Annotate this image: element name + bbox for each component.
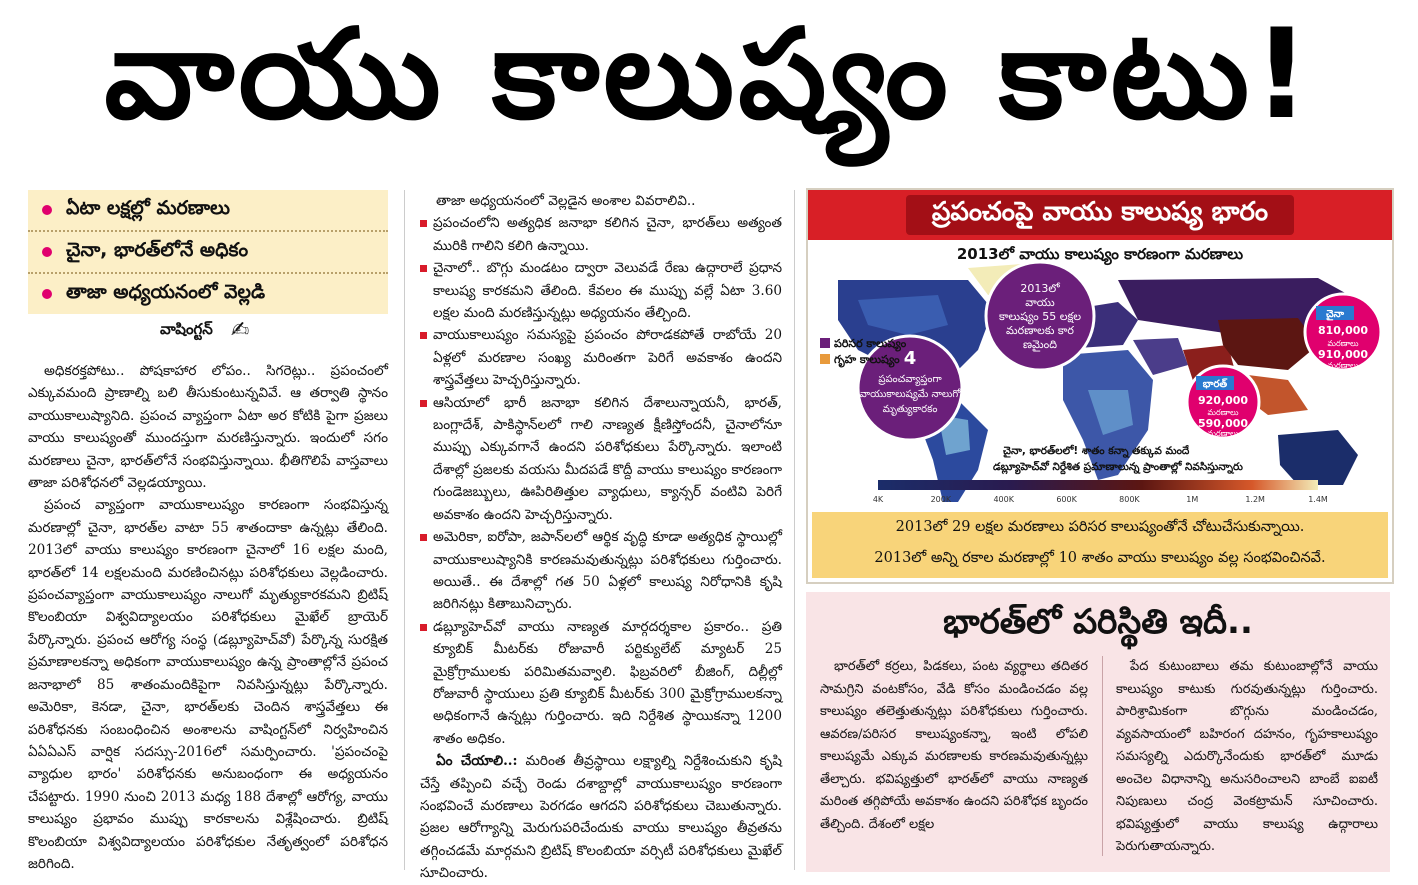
scale-label: 200K	[930, 495, 952, 504]
situation-title: భారత్‌లో పరిస్థితి ఇదీ..	[943, 602, 1253, 642]
highlights-box	[28, 190, 388, 314]
scale-label: 4K	[872, 495, 884, 504]
paragraph: పేద కుటుంబాలు తమ కుటుంబాల్లోనే వాయు కాలుష్యం కాటుకు గురవుతున్నట్లు గుర్తించారు. పారిశ్రామికంగా బొగ్గును మండించడం, వ్యవసాయంలో బహిరంగ దహనం, గృహకాలుష్యం సమస్యల్ని ఎదుర్కొనేందుకు భారత్‌లో మూడు అంచెల విధానాన్ని అనుసరించాలని బాంబే ఐఐటీ నిపుణులు చంద్ర వెంకట్రామన్ సూచించారు. భవిష్యత్తులో వాయు కాలుష్య ఉద్గారాలు పెరుగుతాయన్నారు.	[1116, 659, 1378, 854]
highlight-text: ఏటా లక్షల్లో మరణాలు	[66, 196, 230, 219]
paragraph: తాజా అధ్యయనంలో వెల్లడైన అంశాల వివరాలివి..	[436, 193, 696, 209]
deaths-label: మరణాలు	[1207, 429, 1239, 438]
bullet-point	[420, 212, 782, 257]
bullet-square-icon	[420, 220, 427, 227]
indoor-legend-icon	[820, 354, 830, 364]
column-rule	[794, 190, 795, 870]
bullet-point	[420, 392, 782, 526]
scale-label: 400K	[993, 495, 1014, 504]
paragraph: భారత్‌లో కర్రలు, పిడకలు, పంట వ్యర్థాలు తదితర సామగ్రిని వంటకోసం, వేడి కోసం మండించడం వల్ల కాలుష్యం తలెత్తుతున్నట్లు పరిశోధకులు గుర్తించారు. ఆవరణ/పరిసర కాలుష్యంకన్నా, ఇంటి లోపలి కాలుష్యమే ఎక్కువ మరణాలకు కారణమవుతున్నట్లు తేల్చారు. భవిష్యత్తులో భారత్‌లో వాయు నాణ్యత మరింత తగ్గిపోయే అవకాశం ఉందని పరిశోధక బృందం తేల్చింది. దేశంలో లక్షల	[820, 659, 1088, 832]
paragraph-text: మరింత తీవ్రస్థాయి లక్ష్యాల్ని నిర్దేశించుకుని కృషి చేస్తే తప్పించి వచ్చే రెండు దశాబ్దాల్లో వాయుకాలుష్యం కారణంగా సంభవించే మరణాలు పెరగడం ఆగదని పరిశోధకులు చెబుతున్నారు. ప్రజల ఆరోగ్యాన్ని మెరుగుపరిచేందుకు వాయు కాలుష్యం తీవ్రతను తగ్గించడమే మార్గమని బ్రిటిష్ కొలంబియా వర్సిటీ పరిశోధకులు మైఖేల్ సూచించారు.	[420, 753, 782, 882]
bullet-square-icon	[420, 265, 427, 272]
fact-line: 2013లో 29 లక్షల మరణాలు పరిసర కాలుష్యంతోనే చోటుచేసుకున్నాయి.	[895, 519, 1305, 535]
bullet-text: చైనాలో.. బొగ్గు మండటం ద్వారా వెలువడే రేణు ఉద్గారాలే ప్రధాన కాలుష్య కారకమని తేలింది. కేవలం ఈ ముప్పు వల్లే ఏటా 3.60 లక్షల మంది మరణిస్తున్నట్లు అధ్యయనం తేల్చింది.	[433, 260, 782, 322]
bubble-text: మరణాలకు కార	[1006, 324, 1074, 337]
deaths-label: మరణాలు	[1327, 339, 1359, 348]
china-shape	[1218, 318, 1318, 370]
bubble-text: ణమైంది	[1022, 338, 1058, 351]
dateline	[160, 318, 249, 343]
world-map	[818, 240, 1382, 512]
note-text: చైనా, భారత్‌లలో! శాతం కన్నా తక్కువ మందే	[1003, 445, 1190, 457]
bubble-text: వాయు	[1025, 296, 1055, 309]
highlight-item	[28, 232, 388, 274]
bubble-text: మృత్యుకారకం	[882, 404, 938, 415]
highlight-text: చైనా, భారత్‌లోనే అధికం	[66, 238, 249, 261]
bubble-text: 2013లో	[1020, 282, 1060, 295]
bullet-square-icon	[420, 624, 427, 631]
headline: వాయు కాలుష్యం కాటు!	[104, 3, 1314, 147]
pen-icon: ✍	[230, 318, 250, 343]
bubble-text: వాయుకాలుష్యమే నాలుగో	[859, 389, 961, 400]
bullet-dot-icon	[42, 247, 52, 257]
scale-label: 1M	[1186, 495, 1199, 504]
bullet-text: వాయుకాలుష్యం సమస్యపై ప్రపంచం పోరాడకపోతే రాబోయే 20 ఏళ్లలో మరణాల సంఖ్య మరింతగా పెరిగే అవకాశం ఉందని శాస్త్రవేత్తలు హెచ్చరిస్తున్నారు.	[433, 327, 782, 389]
subhead: ఏం చేయాలి..:	[436, 753, 518, 770]
bullet-text: డబ్ల్యూహెచ్‌వో వాయు నాణ్యత మార్గదర్శకాల ప్రకారం.. ప్రతి క్యూబిక్ మీటర్‌కు రోజువారీ పర్టిక్యులేట్ మ్యాటర్ 25 మైక్రోగ్రాములకు పరిమితమవ్వాలి. ఫిబ్రవరిలో బీజింగ్, దిల్లీల్లో రోజువారీ స్థాయులు ప్రతి క్యూబిక్ మీటర్‌కు 300 మైక్రోగ్రాములకన్నా అధికంగానే ఉన్నట్లు గుర్తించారు. ఇది నిర్దేశిత స్థాయికన్నా 1200 శాతం అధికం.	[433, 618, 782, 747]
deaths-label: మరణాలు	[1207, 408, 1239, 417]
highlight-item	[28, 274, 388, 314]
legend-indoor: గృహ కాలుష్యం	[834, 353, 900, 366]
bubble-text: ప్రపంచవ్యాప్తంగా	[878, 374, 942, 385]
bullet-text: ప్రపంచంలోని అత్యధిక జనాభా కలిగిన చైనా, భారత్‌లు అత్యంత మురికి గాలిని కలిగి ఉన్నాయి.	[433, 215, 782, 254]
bullet-square-icon	[420, 332, 427, 339]
article-column-1	[28, 360, 388, 870]
bullet-square-icon	[420, 400, 427, 407]
situation-column-1	[820, 656, 1088, 868]
scale-labels	[873, 495, 1328, 504]
paragraph: అధికరక్తపోటు.. పోషకాహార లోపం.. సిగరెట్లు.. ప్రపంచంలో ఎక్కువమంది ప్రాణాల్ని బలి తీసుకుంటున్నవివే. ఆ తర్వాతి స్థానం వాయుకాలుష్యానిది. ప్రపంచ వ్యాప్తంగా ఏటా అర కోటికి పైగా ప్రజలు వాయు కాలుష్యంతో ముందస్తుగా మరణిస్తున్నారు. ఇందులో సగం మరణాలు చైనా, భారత్‌లోనే సంభవిస్తున్నాయి. భీతిగొలిపే వాస్తవాలు తాజా పరిశోధనలో వెల్లడయ్యాయి.	[28, 363, 388, 492]
china-indoor-deaths: 910,000	[1317, 348, 1369, 361]
australia-shape	[1278, 430, 1358, 485]
bullet-point	[420, 324, 782, 391]
bullet-dot-icon	[42, 289, 52, 299]
scale-label: 1.4M	[1308, 495, 1328, 504]
bullet-point	[420, 616, 782, 750]
paragraph	[420, 750, 782, 884]
article-column-2	[420, 190, 782, 882]
situation-column-2	[1116, 656, 1378, 868]
bullet-square-icon	[420, 534, 427, 541]
column-rule	[404, 190, 405, 870]
china-label: చైనా	[1326, 309, 1344, 320]
infographic-subtitle: 2013లో వాయు కాలుష్యం కారణంగా మరణాలు	[956, 245, 1244, 263]
india-situation-box	[806, 592, 1390, 872]
india-label: భారత్	[1202, 379, 1228, 390]
bullet-point	[420, 526, 782, 616]
scale-label: 1.2M	[1245, 495, 1265, 504]
bubble-text: కాలుష్యం 55 లక్షల	[998, 310, 1082, 323]
india-indoor-deaths: 590,000	[1197, 417, 1249, 430]
bullet-text: ఆసియాలో భారీ జనాభా కలిగిన దేశాలున్నాయనీ, భారత్, బంగ్లాదేశ్, పాకిస్థాన్‌లలో గాలి నాణ్యత క్షీణిస్తోందనీ, చైనాలోనూ ముప్పు ఎక్కువగానే ఉందని పరిశోధకులు పేర్కొన్నారు. ఇలాంటి దేశాల్లో ప్రజలకు వయసు మీదపడే కొద్దీ వాయు కాలుష్యం కారణంగా గుండెజబ్బులు, ఊపిరితిత్తుల వ్యాధులు, క్యాన్సర్ వంటివి పెరిగే అవకాశం ఉందని హెచ్చరిస్తున్నారు.	[433, 394, 782, 523]
legend-outdoor: పరిసర కాలుష్యం	[834, 337, 907, 350]
bubble-number: 4	[903, 348, 917, 369]
scale-bar	[878, 480, 1318, 490]
bullet-point	[420, 257, 782, 324]
scale-label: 800K	[1119, 495, 1140, 504]
column-divider	[1102, 656, 1103, 856]
infographic-facts	[812, 512, 1388, 578]
outdoor-legend-icon	[820, 338, 830, 348]
india-outdoor-deaths: 920,000	[1197, 394, 1249, 407]
deaths-label: మరణాలు	[1327, 361, 1359, 370]
bullet-text: అమెరికా, ఐరోపా, జపాన్‌లలో ఆర్థిక వృద్ధి కూడా అత్యధిక స్థాయిల్లో వాయుకాలుష్యానికి కారణమవుతున్నట్లు పరిశోధకులు గుర్తించారు. అయితే.. ఈ దేశాల్లో గత 50 ఏళ్లలో కాలుష్య నిరోధానికి కృషి జరిగినట్లు కితాబునిచ్చారు.	[433, 529, 782, 613]
paragraph: ప్రపంచ వ్యాప్తంగా వాయుకాలుష్యం కారణంగా సంభవిస్తున్న మరణాల్లో చైనా, భారత్‌ల వాటా 55 శాతందాకా ఉన్నట్లు తేలింది. 2013లో వాయు కాలుష్యం కారణంగా చైనాలో 16 లక్షల మంది, భారత్‌లో 14 లక్షలమంది మరణించినట్లు పరిశోధకులు వెల్లడించారు. ప్రపంచవ్యాప్తంగా వాయుకాలుష్యం నాలుగో మృత్యుకారకమని బ్రిటిష్ కొలంబియా విశ్వవిద్యాలయం పరిశోధకులు మైఖేల్ బ్రాయెర్ పేర్కొన్నారు. ప్రపంచ ఆరోగ్య సంస్థ (డబ్ల్యూహెచ్‌వో) పేర్కొన్న సురక్షిత ప్రమాణాలకన్నా అధికంగా వాయుకాలుష్యం ఉన్న ప్రాంతాల్లోనే ప్రపంచ జనాభాలో 85 శాతంమందికిపైగా నివసిస్తున్నట్లు పేర్కొన్నారు. అమెరికా, కెనడా, చైనా, భారత్‌లకు చెందిన శాస్త్రవేత్తలు ఈ పరిశోధనకు సంబంధించిన అంశాలను వాషింగ్టన్‌లో నిర్వహించిన ఏఏఏఎస్ వార్షిక సదస్సు-2016లో సమర్పించారు. 'ప్రపంచంపై వ్యాధుల భారం' పరిశోధనకు అనుబంధంగా ఈ అధ్యయనం చేపట్టారు. 1990 నుంచి 2013 మధ్య 188 దేశాల్లో ఆరోగ్య, వాయు కాలుష్యం ప్రభావం ముప్పు కారకాలను విశ్లేషించారు. బ్రిటిష్ కొలంబియా విశ్వవిద్యాలయం పరిశోధకుల నేతృత్వంలో పరిశోధన జరిగింది.	[28, 497, 388, 872]
china-outdoor-deaths: 810,000	[1317, 324, 1369, 337]
fact-line: 2013లో అన్ని రకాల మరణాల్లో 10 శాతం వాయు కాలుష్యం వల్ల సంభవించినవే.	[874, 550, 1326, 566]
infographic	[806, 188, 1394, 584]
highlight-text: తాజా అధ్యయనంలో వెల్లడి	[66, 280, 266, 303]
scale-label: 600K	[1056, 495, 1077, 504]
note-text: డబ్ల్యూహెచ్‌వో నిర్దేశిత ప్రమాణాలున్న ప్రాంతాల్లో నివసిస్తున్నారు	[993, 461, 1243, 473]
dateline-text: వాషింగ్టన్	[160, 319, 213, 338]
bullet-dot-icon	[42, 205, 52, 215]
infographic-title-text: ప్రపంచంపై వాయు కాలుష్య భారం	[906, 195, 1294, 235]
highlight-item	[28, 190, 388, 232]
infographic-title	[808, 190, 1392, 240]
